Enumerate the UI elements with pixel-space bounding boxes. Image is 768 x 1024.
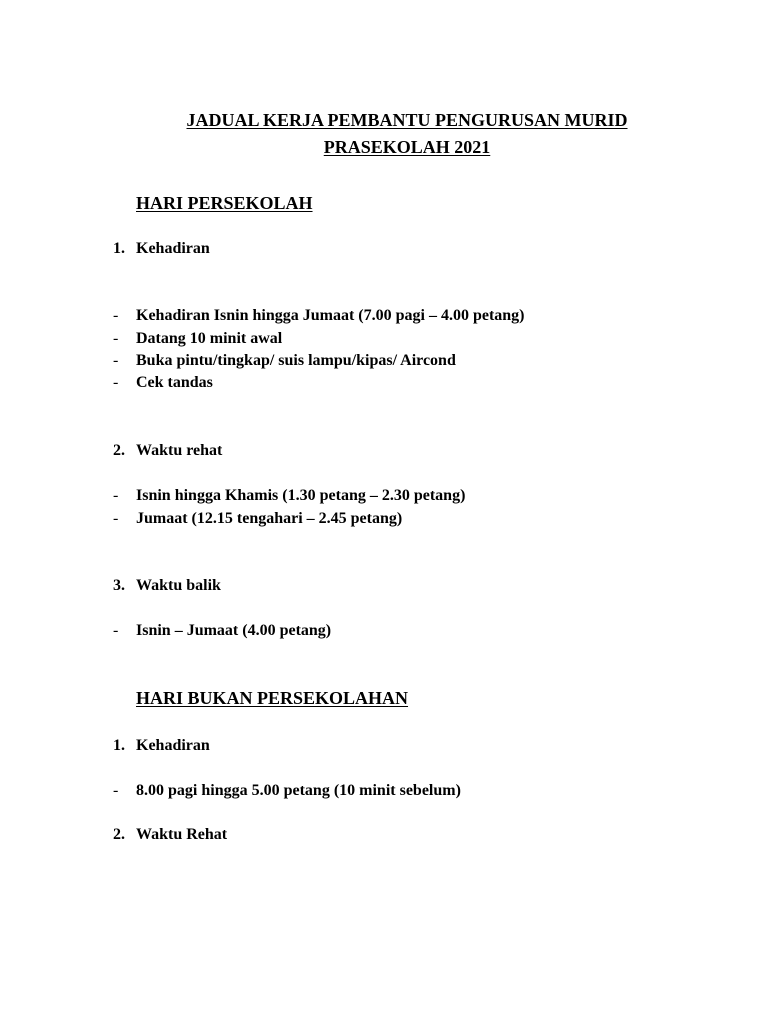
bullet-dash: -: [113, 330, 119, 347]
bullet-dash: -: [113, 487, 119, 504]
bullet-item: [113, 352, 456, 370]
bullet-item: [113, 374, 213, 392]
item-label: Kehadiran: [136, 737, 210, 754]
bullet-text: Datang 10 minit awal: [136, 330, 283, 347]
item-number: 2.: [113, 442, 125, 459]
numbered-item-kehadiran: [113, 737, 210, 755]
numbered-item-waktu-rehat: [113, 442, 222, 460]
bullet-text: Jumaat (12.15 tengahari – 2.45 petang): [136, 510, 403, 527]
item-label: Waktu balik: [136, 577, 221, 594]
bullet-text: 8.00 pagi hingga 5.00 petang (10 minit sebelum): [136, 782, 461, 799]
bullet-dash: -: [113, 622, 119, 639]
bullet-dash: -: [113, 510, 119, 527]
bullet-text: Isnin – Jumaat (4.00 petang): [136, 622, 332, 639]
document-title-line-2: PRASEKOLAH 2021: [323, 137, 491, 157]
bullet-item: [113, 330, 282, 348]
bullet-item: [113, 782, 461, 800]
bullet-item: [113, 487, 465, 505]
item-number: 1.: [113, 737, 125, 754]
item-number: 1.: [113, 240, 125, 257]
item-number: 3.: [113, 577, 125, 594]
bullet-text: Buka pintu/tingkap/ suis lampu/kipas/ Aircond: [136, 352, 456, 369]
section-heading-hari-bukan-persekolahan: HARI BUKAN PERSEKOLAHAN: [136, 688, 409, 708]
document-title-line-1: JADUAL KERJA PEMBANTU PENGURUSAN MURID: [186, 110, 628, 130]
bullet-text: Kehadiran Isnin hingga Jumaat (7.00 pagi – 4.00 petang): [136, 307, 525, 324]
numbered-item-waktu-balik: [113, 577, 221, 595]
bullet-dash: -: [113, 352, 119, 369]
numbered-item-kehadiran: [113, 240, 210, 258]
bullet-item: [113, 510, 402, 528]
bullet-item: [113, 622, 331, 640]
item-label: Waktu rehat: [136, 442, 223, 459]
numbered-item-waktu-rehat: [113, 826, 227, 844]
bullet-item: [113, 307, 525, 325]
bullet-dash: -: [113, 374, 119, 391]
bullet-text: Isnin hingga Khamis (1.30 petang – 2.30 petang): [136, 487, 466, 504]
item-label: Waktu Rehat: [136, 826, 228, 843]
item-label: Kehadiran: [136, 240, 210, 257]
bullet-dash: -: [113, 782, 119, 799]
item-number: 2.: [113, 826, 125, 843]
section-heading-hari-persekolah: HARI PERSEKOLAH: [136, 193, 313, 213]
bullet-text: Cek tandas: [136, 374, 213, 391]
bullet-dash: -: [113, 307, 119, 324]
